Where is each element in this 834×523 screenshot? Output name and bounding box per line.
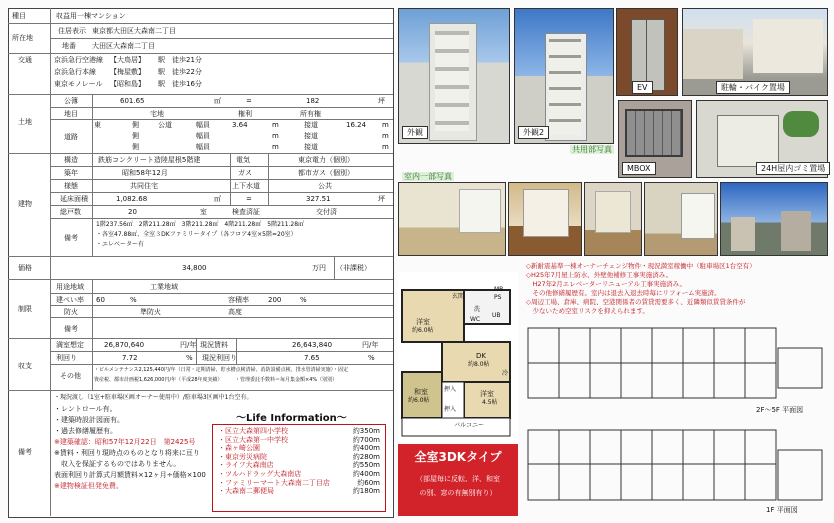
type-value: 収益用一棟マンション	[56, 12, 126, 20]
room-label: 洋室	[416, 318, 430, 326]
full-value: 26,870,640	[104, 341, 145, 349]
building-notes-label: 備考	[64, 234, 78, 242]
income-label: 収支	[18, 362, 32, 370]
transport-list	[54, 56, 390, 92]
transport-row: 東京モノレール 【昭和島】 駅 徒歩16分	[54, 80, 202, 88]
yield-pct: %	[186, 354, 193, 362]
floor-label: 延床面積	[60, 195, 88, 203]
far-label: 容積率	[228, 296, 249, 304]
life-item: ・区立大森第一中学校 約700m	[218, 435, 380, 444]
room-label: 和室	[414, 388, 428, 396]
view-photo	[720, 182, 828, 256]
yield-label: 利回り	[56, 354, 77, 362]
ps-label: PS	[494, 294, 502, 301]
current-label: 現況賃料	[200, 341, 228, 349]
limits-label: 制限	[18, 305, 32, 313]
life-item: ・ファミリーマート大森南二丁目店 約60m	[218, 478, 380, 487]
lot-value: 大田区大森南二丁目	[92, 42, 155, 50]
oshi2-label: 押入	[444, 406, 457, 413]
floor-plan-2-5	[526, 318, 826, 414]
public-tsubo: 坪	[378, 97, 385, 105]
unit-plan	[398, 272, 518, 442]
gas-value: 都市ガス（個別）	[298, 169, 354, 177]
floor-sqm: ㎡	[214, 195, 221, 203]
type-banner	[398, 444, 518, 516]
interior-photo	[508, 182, 582, 256]
remarks-block	[54, 394, 253, 493]
structure-label: 構造	[64, 156, 78, 164]
coverage-pct: %	[130, 296, 137, 304]
life-item: ・東京労災病院 約280m	[218, 452, 380, 461]
units-unit: 室	[200, 208, 207, 216]
room-label: DK	[476, 352, 486, 360]
fire-label: 防火	[64, 308, 78, 316]
floor-eq: =	[246, 195, 252, 203]
land-label: 土地	[18, 118, 32, 126]
type-banner-note: の別、窓の有無別有り）	[419, 489, 497, 497]
exterior-caption: 外観	[402, 126, 428, 139]
other-label: その他	[60, 372, 81, 380]
life-info-box	[212, 412, 388, 512]
price-label: 価格	[18, 264, 32, 272]
floor-value: 1,082.68	[116, 195, 148, 203]
full-label: 満室想定	[56, 341, 84, 349]
elec-label: 電気	[236, 156, 250, 164]
other-line: ・ビルメンテナンス2,125,440円/年（日常・定期清掃、貯水槽点検清掃、消防設備点検、排水管清掃実施）・固定	[94, 367, 349, 373]
public-label: 公簿	[64, 97, 78, 105]
units-value: 20	[128, 208, 137, 216]
limits-notes-label: 備考	[64, 325, 78, 333]
height-label: 高度	[228, 308, 242, 316]
interior-photo	[584, 182, 642, 256]
balcony-label: バルコニー	[454, 422, 485, 429]
type-banner-note: （部屋毎に反転、洋、和室	[416, 475, 500, 483]
oshi-label: 押入	[444, 386, 457, 393]
ub-label: UB	[492, 312, 501, 319]
water-label: 上下水道	[232, 182, 260, 190]
cur-yield-value: 7.65	[304, 354, 320, 362]
wc-label: WC	[470, 316, 481, 323]
ref-label: 冷	[502, 370, 509, 377]
remark-line: 収入を保証するものではありません。	[54, 460, 181, 468]
highlight-line: ◇H25年7月屋上防水、外壁他補修工事実施済み。	[526, 271, 673, 279]
wash-label: 洗	[474, 306, 481, 313]
road-table	[92, 121, 392, 154]
category-value: 宅地	[150, 110, 164, 118]
floor-tsubo-unit: 坪	[378, 195, 385, 203]
road-row: 側 幅員 m 接道 m	[132, 132, 389, 140]
building-label: 建物	[18, 200, 32, 208]
room-label: 洋室	[480, 390, 494, 398]
remark-line: ・レントロール有。	[54, 405, 117, 413]
interior-photo	[644, 182, 718, 256]
public-value: 601.65	[120, 97, 145, 105]
parking-caption: 駐輪・バイク置場	[716, 81, 790, 94]
style-label: 様態	[64, 182, 78, 190]
category-label: 地目	[64, 110, 78, 118]
current-yen: 円/年	[362, 341, 379, 349]
lot-label: 地番	[62, 42, 76, 50]
floor-tsubo: 327.51	[306, 195, 331, 203]
type-banner-title: 全室3DKタイプ	[414, 450, 502, 464]
units-label: 総戸数	[60, 208, 81, 216]
transport-label: 交通	[18, 56, 32, 64]
genkan-label: 玄関	[452, 293, 465, 300]
room-size: 4.5帖	[482, 399, 498, 406]
room-size: 約6.0帖	[412, 327, 434, 334]
right-value: 所有権	[300, 110, 321, 118]
remarks-label: 備考	[18, 448, 32, 456]
room-size: 約6.0帖	[408, 397, 430, 404]
road-row: 側 幅員 m 接道 m	[132, 143, 389, 151]
coverage-label: 建ぺい率	[56, 296, 84, 304]
remark-line: ・現況渡し（1室+駐車場区画オーナー使用中）/駐車場3区画中1台空有。	[54, 394, 253, 401]
highlight-line: その他修繕履歴有。室内は退去入退去時毎にリフォーム実施済。	[526, 289, 721, 297]
remark-red-line: ※建築確認：昭和57年12月22日 第2425号	[54, 438, 196, 446]
trash-caption: 24H屋内ゴミ置場	[756, 162, 830, 175]
remark-red-line: ※建物検証但発免費。	[54, 482, 123, 490]
style-value: 共同住宅	[130, 182, 158, 190]
inspect-value: 交付済	[316, 208, 337, 216]
built-label: 築年	[64, 169, 78, 177]
fire-value: 準防火	[140, 308, 161, 316]
cur-yield-label: 現況利回り	[202, 354, 237, 362]
ev-caption: EV	[632, 81, 653, 94]
right-label: 権利	[238, 110, 252, 118]
mb-label: MB	[494, 286, 504, 293]
life-info-title: ～Life Information～	[236, 413, 347, 424]
remark-formula: 表面利回り計算式月額賃料×12ヶ月÷価格×100	[54, 471, 206, 479]
life-item: ・区立大森第四小学校 約350m	[218, 427, 380, 435]
exterior2-caption: 外観2	[518, 126, 549, 139]
location-label: 所在地	[12, 34, 33, 42]
address-label: 住居表示	[58, 27, 86, 35]
type-label: 種目	[12, 12, 26, 20]
transport-row: 京浜急行本線 【梅屋敷】 駅 徒歩22分	[54, 68, 202, 76]
elec-value: 東京電力（個別）	[298, 156, 354, 164]
exterior2-photo	[514, 8, 614, 144]
price-value: 34,800	[182, 264, 207, 272]
coverage-value: 60	[96, 296, 105, 304]
current-value: 26,643,840	[292, 341, 333, 349]
inspect-label: 検査済証	[232, 208, 260, 216]
floor-plan-1-label: 1F 平面図	[766, 506, 798, 514]
price-unit: 万円	[312, 264, 326, 272]
highlight-line: ◇新耐震基準一棟オーナーチェンジ物件・現況満室稼働中（駐車場区1台空有）	[526, 262, 756, 270]
water-value: 公共	[318, 182, 332, 190]
floor-plan-drawing	[526, 424, 826, 516]
price-tax: （非課税）	[336, 264, 371, 272]
road-label: 道路	[64, 133, 78, 141]
remark-line: ・建築時設計図面有。	[54, 416, 124, 424]
highlight-line: 少ないため空室リスクを抑えられます。	[526, 307, 649, 315]
floor-plan-1	[526, 424, 826, 516]
floor-plan-2-5-label: 2F～5F 平面図	[756, 406, 804, 414]
gas-label: ガス	[238, 169, 252, 177]
remark-line: ※賃料・利回り現時点のものとなり将来に亘り	[54, 449, 200, 457]
highlight-line: ◇周辺工場、倉庫、病院、空港関係者の賃貸需要多く、近隣類似賃貸条件が	[526, 298, 746, 306]
floor-plan-drawing	[526, 318, 826, 414]
yield-value: 7.72	[122, 354, 138, 362]
life-item: ・大森南二郵便局 約180m	[218, 487, 380, 496]
transport-row: 京浜急行空港線 【大鳥居】 駅 徒歩21分	[54, 56, 202, 64]
remark-line: ・過去修繕履歴有。	[54, 427, 117, 435]
full-yen: 円/年	[180, 341, 197, 349]
building-note: 1階237.56㎡ 2階211.28㎡ 3階211.28㎡ 4階211.28㎡ 5階211.28㎡	[96, 221, 305, 228]
zoning-label: 用途地域	[56, 283, 84, 291]
life-item: ・ツルハドラッグ大森南店 約400m	[218, 469, 380, 478]
common-title: 共用部写真	[572, 145, 612, 154]
interior-photo	[398, 182, 506, 256]
exterior-photo	[398, 8, 510, 144]
interior-title: 室内一部写真	[404, 172, 452, 181]
room-size: 約8.0帖	[468, 361, 490, 368]
road-row: 東 側 公道 幅員 3.64 m 接道 16.24 m	[94, 121, 389, 129]
public-eq: =	[246, 97, 252, 105]
building-note: ・各室47.88㎡、全室３DKファミリータイプ（各フロア4室×5階=20室）	[96, 231, 297, 238]
far-pct: %	[300, 296, 307, 304]
zoning-value: 工業地域	[150, 283, 178, 291]
built-value: 昭和58年12月	[122, 169, 168, 177]
far-value: 200	[268, 296, 282, 304]
highlight-line: H27年2月エレベーターリニューアル工事実施済み。	[526, 280, 686, 288]
highlights-block	[526, 262, 830, 316]
address-value: 東京都大田区大森南二丁目	[92, 27, 176, 35]
other-line: 資産税、都市計画税1,626,000円/年（平成28年度実績） ・管理委託手数料＝毎月集金額×4%（別別）	[94, 377, 338, 383]
structure-value: 鉄筋コンクリート造陸屋根5階建	[98, 156, 201, 164]
building-note: ・エレベーター有	[96, 241, 145, 248]
public-sqm: ㎡	[214, 97, 221, 105]
cur-yield-pct: %	[368, 354, 375, 362]
life-item: ・ライフ大森南店 約550m	[218, 461, 380, 470]
life-item: ・森ヶ崎公園 約400m	[218, 444, 380, 453]
mbox-caption: MBOX	[622, 162, 656, 175]
public-tsubo-value: 182	[306, 97, 320, 105]
